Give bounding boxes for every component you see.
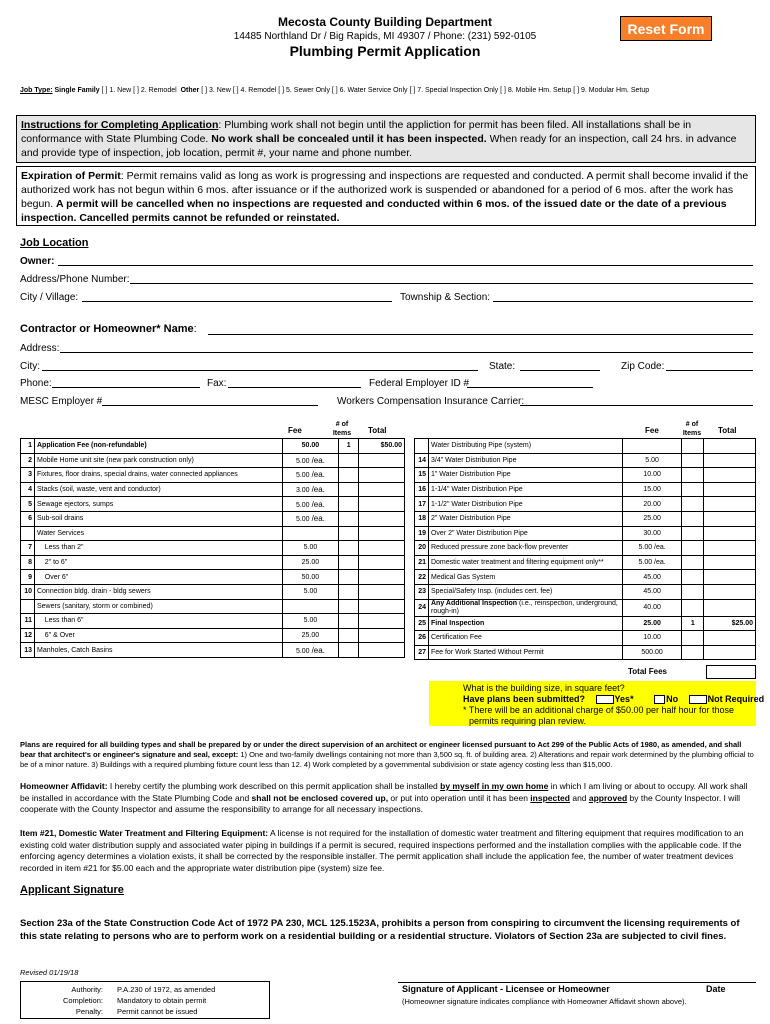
item-total-field[interactable]: $50.00 (359, 439, 405, 454)
fein-field[interactable] (467, 378, 593, 388)
city-village-label: City / Village: (20, 292, 79, 303)
item-total-field[interactable] (359, 643, 405, 658)
items-header-right: # of Items (682, 421, 702, 437)
item-description: Fee for Work Started Without Permit (428, 645, 622, 660)
item-description: Fixtures, floor drains, special drains, water connected appliances (34, 468, 282, 483)
fee-row (415, 616, 756, 631)
fee-row (415, 511, 756, 526)
item-number: 17 (415, 497, 429, 512)
item-fee: 40.00 (622, 599, 682, 616)
fee-row (21, 511, 405, 526)
item-fee: 25.00 (282, 555, 339, 570)
section-23a-paragraph: Section 23a of the State Construction Code Act of 1972 PA 230, MCL 125.1523A, prohibits a person from conspiring to circumvent the licensing requirements of this state relating to persons who are to perform work on a residential building or a residential structure. Violators of Section 23a are subjected to civil fines. (20, 918, 740, 942)
fee-row (21, 628, 405, 643)
fee-row (415, 468, 756, 483)
form-title: Plumbing Permit Application (289, 43, 481, 59)
fee-row (415, 439, 756, 454)
fee-header-left: Fee (288, 426, 302, 435)
job-type-label: Job Type: (20, 87, 53, 94)
item-quantity-field[interactable] (682, 584, 704, 599)
item-description: Sewage ejectors, sumps (34, 497, 282, 512)
item-quantity-field[interactable] (339, 584, 359, 599)
item-description: Less than 2" (34, 541, 282, 556)
township-field[interactable] (493, 292, 753, 302)
item-total-field[interactable] (359, 453, 405, 468)
item-number: 19 (415, 526, 429, 541)
item-number: 22 (415, 570, 429, 585)
item-number: 25 (415, 616, 429, 631)
other-options[interactable]: [ ] 3. New [ ] 4. Remodel [ ] 5. Sewer Only [ ] 6. Water Service Only [ ] 7. Special Inspection Only [ ] 8. Mobile Hm. Setup [ ] 9. Modular Hm. Setup (201, 87, 650, 94)
contractor-state-field[interactable] (520, 361, 600, 371)
item-21-paragraph: Item #21, Domestic Water Treatment and Filtering Equipment: A license is not required for the installation of domestic water treatment and filtering equipment that requires modification to an existing cold water distribution supply and associated water piping in buildings if a permit is secured, required inspections performed and the installation complies with the applicable code. If the enforcing agency determines a violation exists, it shall be corrected by the responsible installer. The permit application shall include the application fee, the number of water treatment devices recorded in item #21 for $5.00 each and the appropriate water distribution pipe (system) size fee. (20, 828, 744, 873)
item-fee: 3.00 /ea. (282, 482, 339, 497)
item-description: 1" Water Distribution Pipe (428, 468, 622, 483)
total-fees-field[interactable] (706, 665, 756, 679)
item-total-field[interactable] (704, 482, 756, 497)
expiration-bold: A permit will be cancelled when no inspections are requested and conducted within 6 mos. of the issued date or the date of a previous inspection. Cancelled permits cannot be refunded or reinstated. (21, 198, 727, 224)
item-quantity-field[interactable] (682, 439, 704, 454)
city-village-field[interactable] (82, 292, 392, 302)
fee-row (21, 643, 405, 658)
item-number: 9 (21, 570, 35, 585)
fee-row (21, 584, 405, 599)
item-quantity-field[interactable] (682, 511, 704, 526)
item-number: 15 (415, 468, 429, 483)
item-description: Mobile Home unit site (new park construction only) (34, 453, 282, 468)
item-quantity-field[interactable] (682, 468, 704, 483)
fee-row (415, 482, 756, 497)
homeowner-affidavit: Homeowner Affidavit: I hereby certify the plumbing work described on this permit application shall be installed by myself in my own home in which I am living or about to occupy. All work shall be installed in accordance with the State Plumbing Code and shall not be enclosed covered up, or put into operation until it has been inspected and approved by the County Inspector. I will cooperate with the County Inspector and assume the responsibility to arrange for all necessary inspections. (20, 781, 748, 814)
item-quantity-field[interactable] (339, 482, 359, 497)
fee-row (21, 541, 405, 556)
item-fee: 5.00 (282, 614, 339, 629)
fee-row (21, 526, 405, 541)
item-description: Water Distributing Pipe (system) (428, 439, 622, 454)
township-label: Township & Section: (400, 292, 491, 303)
item-number (415, 439, 429, 454)
single-family-label: Single Family (54, 87, 100, 94)
item-quantity-field[interactable] (339, 511, 359, 526)
item-description: Medical Gas System (428, 570, 622, 585)
item-total-field[interactable] (704, 584, 756, 599)
total-header-right: Total (718, 426, 737, 435)
item-description: 2" to 6" (34, 555, 282, 570)
item-total-field[interactable] (359, 497, 405, 512)
contractor-phone-label: Phone: (20, 378, 52, 389)
item-total-field[interactable] (359, 570, 405, 585)
contractor-address-label: Address: (20, 343, 60, 354)
instructions-text: : Plumbing work shall not begin until the appliction for permit has been filed. All installations shall be in conformance with State Plumbing Code. (21, 119, 692, 145)
item-quantity-field[interactable] (682, 631, 704, 646)
item-fee: 20.00 (622, 497, 682, 512)
department-address: 14485 Northland Dr / Big Rapids, MI 49307 / Phone: (231) 592-0105 (233, 31, 537, 42)
signature-line[interactable] (398, 982, 756, 983)
item-total-field[interactable] (704, 497, 756, 512)
fee-row (415, 453, 756, 468)
item-fee: 5.00 /ea. (622, 541, 682, 556)
item-number: 14 (415, 453, 429, 468)
contractor-zip-field[interactable] (666, 361, 753, 371)
item-number: 12 (21, 628, 35, 643)
plans-required-paragraph: Plans are required for all building types and shall be prepared by or under the direct supervision of an architect or engineer licensed pursuant to Act 299 of the Public Acts of 1980, as amended, and shall bear that architect's or engineer's signature and seal, except: 1) One and two-family dwellings containing not more than 3,500 sq. ft. of building area. 2) Alterations and repair work determined by the plumbing official to be of a minor nature. 3) Buildings with a required plumbing fixture count less than 12. 4) Work completed by a governmental subdivision or state agency costing less than $15,000. (20, 740, 754, 769)
instructions-box (16, 115, 756, 163)
total-header-left: Total (368, 426, 387, 435)
fee-row (415, 599, 756, 616)
item-description: Sub-soil drains (34, 511, 282, 526)
contractor-heading: Contractor or Homeowner* Name: (20, 323, 197, 335)
penalty-value: Permit cannot be issued (117, 1007, 198, 1016)
item-quantity-field[interactable] (339, 555, 359, 570)
item-description: Manholes, Catch Basins (34, 643, 282, 658)
item-total-field[interactable] (704, 570, 756, 585)
completion-label: Completion: (62, 996, 103, 1005)
item-total-field[interactable] (359, 511, 405, 526)
not-required-label: Not Required (707, 694, 765, 704)
contractor-city-field[interactable] (42, 361, 478, 371)
item-quantity-field[interactable] (682, 526, 704, 541)
workers-comp-label: Workers Compensation Insurance Carrier: (337, 396, 525, 407)
item-number: 8 (21, 555, 35, 570)
item-description: Final Inspection (428, 616, 622, 631)
item-description: Certification Fee (428, 631, 622, 646)
completion-value: Mandatory to obtain permit (117, 996, 207, 1005)
item-total-field[interactable] (704, 526, 756, 541)
item-quantity-field[interactable] (682, 645, 704, 660)
item-fee: 5.00 (622, 453, 682, 468)
item-number: 16 (415, 482, 429, 497)
signature-label: Signature of Applicant - Licensee or Homeowner (402, 984, 610, 994)
item-total-field[interactable] (704, 439, 756, 454)
item-fee: 25.00 (622, 616, 682, 631)
item-total-field[interactable] (704, 468, 756, 483)
item-number: 1 (21, 439, 35, 454)
instructions-bold: No work shall be concealed until it has been inspected. (211, 133, 487, 145)
item-description: Any Additional Inspection (i.e., reinspection, underground, rough-in) (428, 599, 622, 616)
fee-row (415, 570, 756, 585)
items-header-left: # of Items (332, 421, 352, 437)
reset-form-button[interactable]: Reset Form (620, 16, 712, 41)
item-fee (282, 526, 339, 541)
fee-row (21, 439, 405, 454)
other-label: Other (180, 87, 200, 94)
contractor-address-field[interactable] (60, 343, 753, 353)
authority-value: P.A.230 of 1972, as amended (117, 985, 216, 994)
building-size-question: What is the building size, in square feet? (463, 683, 625, 693)
no-label: No (666, 694, 679, 704)
item-number: 4 (21, 482, 35, 497)
fee-row (21, 555, 405, 570)
fee-row (21, 497, 405, 512)
item-total-field[interactable] (704, 599, 756, 616)
item-number: 7 (21, 541, 35, 556)
fee-row (415, 631, 756, 646)
contractor-fax-field[interactable] (228, 378, 361, 388)
yes-checkbox[interactable] (596, 695, 614, 704)
item-fee: 25.00 (622, 511, 682, 526)
contractor-name-field[interactable] (208, 325, 753, 335)
applicant-signature-heading: Applicant Signature (20, 884, 124, 896)
instructions-text-2: When ready for an inspection, call 24 hrs. in advance and provide type of inspection, job location, permit #, your name and phone number. (21, 133, 737, 159)
item-quantity-field[interactable] (682, 599, 704, 616)
item-total-field[interactable] (704, 645, 756, 660)
item-quantity-field[interactable] (339, 643, 359, 658)
workers-comp-field[interactable] (520, 396, 753, 406)
item-total-field[interactable] (704, 555, 756, 570)
item-fee (622, 439, 682, 454)
item-total-field[interactable] (359, 526, 405, 541)
item-description: 6" & Over (34, 628, 282, 643)
item-quantity-field[interactable] (339, 614, 359, 629)
item-quantity-field[interactable] (682, 570, 704, 585)
item-total-field[interactable] (359, 555, 405, 570)
item-description: Application Fee (non-refundable) (34, 439, 282, 454)
item-number: 21 (415, 555, 429, 570)
item-quantity-field[interactable] (339, 541, 359, 556)
item-quantity-field[interactable] (682, 541, 704, 556)
item-number: 6 (21, 511, 35, 526)
fee-row (415, 541, 756, 556)
item-description: Sewers (sanitary, storm or combined) (34, 599, 282, 614)
fee-row (415, 526, 756, 541)
total-fees-label: Total Fees (628, 667, 667, 676)
item-quantity-field[interactable] (339, 497, 359, 512)
item-description: 2" Water Distribution Pipe (428, 511, 622, 526)
item-description: Special/Safety Insp. (includes cert. fee) (428, 584, 622, 599)
item-fee: 5.00 /ea. (282, 453, 339, 468)
expiration-title: Expiration of Permit (21, 170, 121, 182)
department-title: Mecosta County Building Department (277, 15, 492, 29)
item-fee: 5.00 (282, 541, 339, 556)
expiration-box (16, 166, 756, 226)
owner-field[interactable] (58, 256, 753, 266)
not-required-checkbox[interactable] (689, 695, 707, 704)
item-quantity-field[interactable]: 1 (682, 616, 704, 631)
item-description: 3/4" Water Distribution Pipe (428, 453, 622, 468)
item-description: Less than 6" (34, 614, 282, 629)
plan-review-box (429, 681, 765, 726)
fee-row (21, 599, 405, 614)
contractor-fax-label: Fax: (207, 378, 227, 389)
item-number: 23 (415, 584, 429, 599)
owner-label: Owner: (20, 256, 55, 267)
item-number: 27 (415, 645, 429, 660)
plan-review-charge-note-2: permits requiring plan review. (469, 716, 587, 726)
item-quantity-field[interactable] (682, 497, 704, 512)
fein-label: Federal Employer ID # (369, 378, 470, 389)
item-fee: 5.00 /ea. (282, 497, 339, 512)
item-total-field[interactable] (359, 468, 405, 483)
item-fee: 50.00 (282, 439, 339, 454)
item-quantity-field[interactable] (339, 628, 359, 643)
item-total-field[interactable] (359, 599, 405, 614)
item-description: 1-1/4" Water Distribution Pipe (428, 482, 622, 497)
fee-row (415, 645, 756, 660)
fee-row (415, 497, 756, 512)
item-description: Water Services (34, 526, 282, 541)
signature-note: (Homeowner signature indicates compliance with Homeowner Affidavit shown above). (402, 997, 687, 1006)
item-number: 5 (21, 497, 35, 512)
fee-row (415, 555, 756, 570)
plans-submitted-question: Have plans been submitted? (463, 694, 586, 704)
item-fee: 45.00 (622, 584, 682, 599)
job-type-row (20, 87, 649, 94)
item-number (21, 526, 35, 541)
item-fee (282, 599, 339, 614)
penalty-label: Penalty: (75, 1007, 103, 1016)
contractor-phone-field[interactable] (52, 378, 200, 388)
item-fee: 5.00 /ea. (622, 555, 682, 570)
item-total-field[interactable] (359, 584, 405, 599)
item-quantity-field[interactable] (339, 453, 359, 468)
revised-date: Revised 01/19/18 (20, 968, 79, 977)
item-description: Connection bldg. drain - bldg sewers (34, 584, 282, 599)
item-description: Reduced pressure zone back-flow preventer (428, 541, 622, 556)
fee-row (21, 614, 405, 629)
item-quantity-field[interactable] (339, 599, 359, 614)
item-quantity-field[interactable] (682, 453, 704, 468)
item-number: 20 (415, 541, 429, 556)
fee-row (21, 570, 405, 585)
item-description: Over 6" (34, 570, 282, 585)
item-fee: 5.00 /ea. (282, 643, 339, 658)
item-quantity-field[interactable] (339, 526, 359, 541)
single-family-options[interactable]: [ ] 1. New [ ] 2. Remodel (101, 87, 177, 94)
address-phone-label: Address/Phone Number: (20, 274, 130, 285)
item-fee: 50.00 (282, 570, 339, 585)
item-number: 18 (415, 511, 429, 526)
fee-row (21, 453, 405, 468)
fee-row (21, 468, 405, 483)
mesc-field[interactable] (102, 396, 318, 406)
item-number: 3 (21, 468, 35, 483)
item-quantity-field[interactable] (682, 482, 704, 497)
fee-table-left (20, 438, 405, 658)
contractor-zip-label: Zip Code: (621, 361, 665, 372)
plan-review-charge-note: * There will be an additional charge of $50.00 per half hour for those (463, 705, 735, 715)
fee-row (415, 584, 756, 599)
item-fee: 10.00 (622, 468, 682, 483)
item-total-field[interactable] (359, 541, 405, 556)
no-checkbox[interactable] (654, 695, 665, 704)
authority-label: Authority: (71, 985, 103, 994)
item-total-field[interactable]: $25.00 (704, 616, 756, 631)
item-fee: 5.00 /ea. (282, 511, 339, 526)
mesc-label: MESC Employer # (20, 396, 103, 407)
item-total-field[interactable] (359, 614, 405, 629)
item-total-field[interactable] (704, 511, 756, 526)
item-fee: 5.00 /ea. (282, 468, 339, 483)
item-number: 24 (415, 599, 429, 616)
item-fee: 15.00 (622, 482, 682, 497)
item-number: 13 (21, 643, 35, 658)
item-total-field[interactable] (704, 453, 756, 468)
item-description: 1-1/2" Water Distribution Pipe (428, 497, 622, 512)
fee-header-right: Fee (645, 426, 659, 435)
item-fee: 30.00 (622, 526, 682, 541)
item-number: 11 (21, 614, 35, 629)
item-quantity-field[interactable] (682, 555, 704, 570)
item-fee: 500.00 (622, 645, 682, 660)
item-quantity-field[interactable]: 1 (339, 439, 359, 454)
item-number: 10 (21, 584, 35, 599)
expiration-text: : Permit remains valid as long as work is progressing and inspections are requested and conducted. A permit shall become invalid if the authorized work has not begun within 6 mos. after issuance or if the authorized work is suspended or abandoned for a period of 6 mos. after the work has begun. (21, 170, 749, 210)
fee-table-right (414, 438, 756, 660)
contractor-city-label: City: (20, 361, 40, 372)
item-description: Stacks (soil, waste, vent and conductor) (34, 482, 282, 497)
yes-label: Yes* (614, 694, 634, 704)
item-fee: 10.00 (622, 631, 682, 646)
contractor-state-label: State: (489, 361, 516, 372)
item-total-field[interactable] (704, 631, 756, 646)
item-quantity-field[interactable] (339, 468, 359, 483)
item-fee: 45.00 (622, 570, 682, 585)
item-number: 26 (415, 631, 429, 646)
item-fee: 5.00 (282, 584, 339, 599)
signature-date-label: Date (706, 984, 726, 994)
item-number: 2 (21, 453, 35, 468)
item-fee: 25.00 (282, 628, 339, 643)
item-description: Over 2" Water Distribution Pipe (428, 526, 622, 541)
fee-row (21, 482, 405, 497)
item-total-field[interactable] (704, 541, 756, 556)
address-phone-field[interactable] (130, 274, 753, 284)
item-total-field[interactable] (359, 482, 405, 497)
authority-table (20, 981, 270, 1019)
instructions-title: Instructions for Completing Application (21, 119, 219, 131)
item-total-field[interactable] (359, 628, 405, 643)
item-number (21, 599, 35, 614)
job-location-heading: Job Location (20, 237, 89, 249)
item-quantity-field[interactable] (339, 570, 359, 585)
item-description: Domestic water treatment and filtering equipment only** (428, 555, 622, 570)
